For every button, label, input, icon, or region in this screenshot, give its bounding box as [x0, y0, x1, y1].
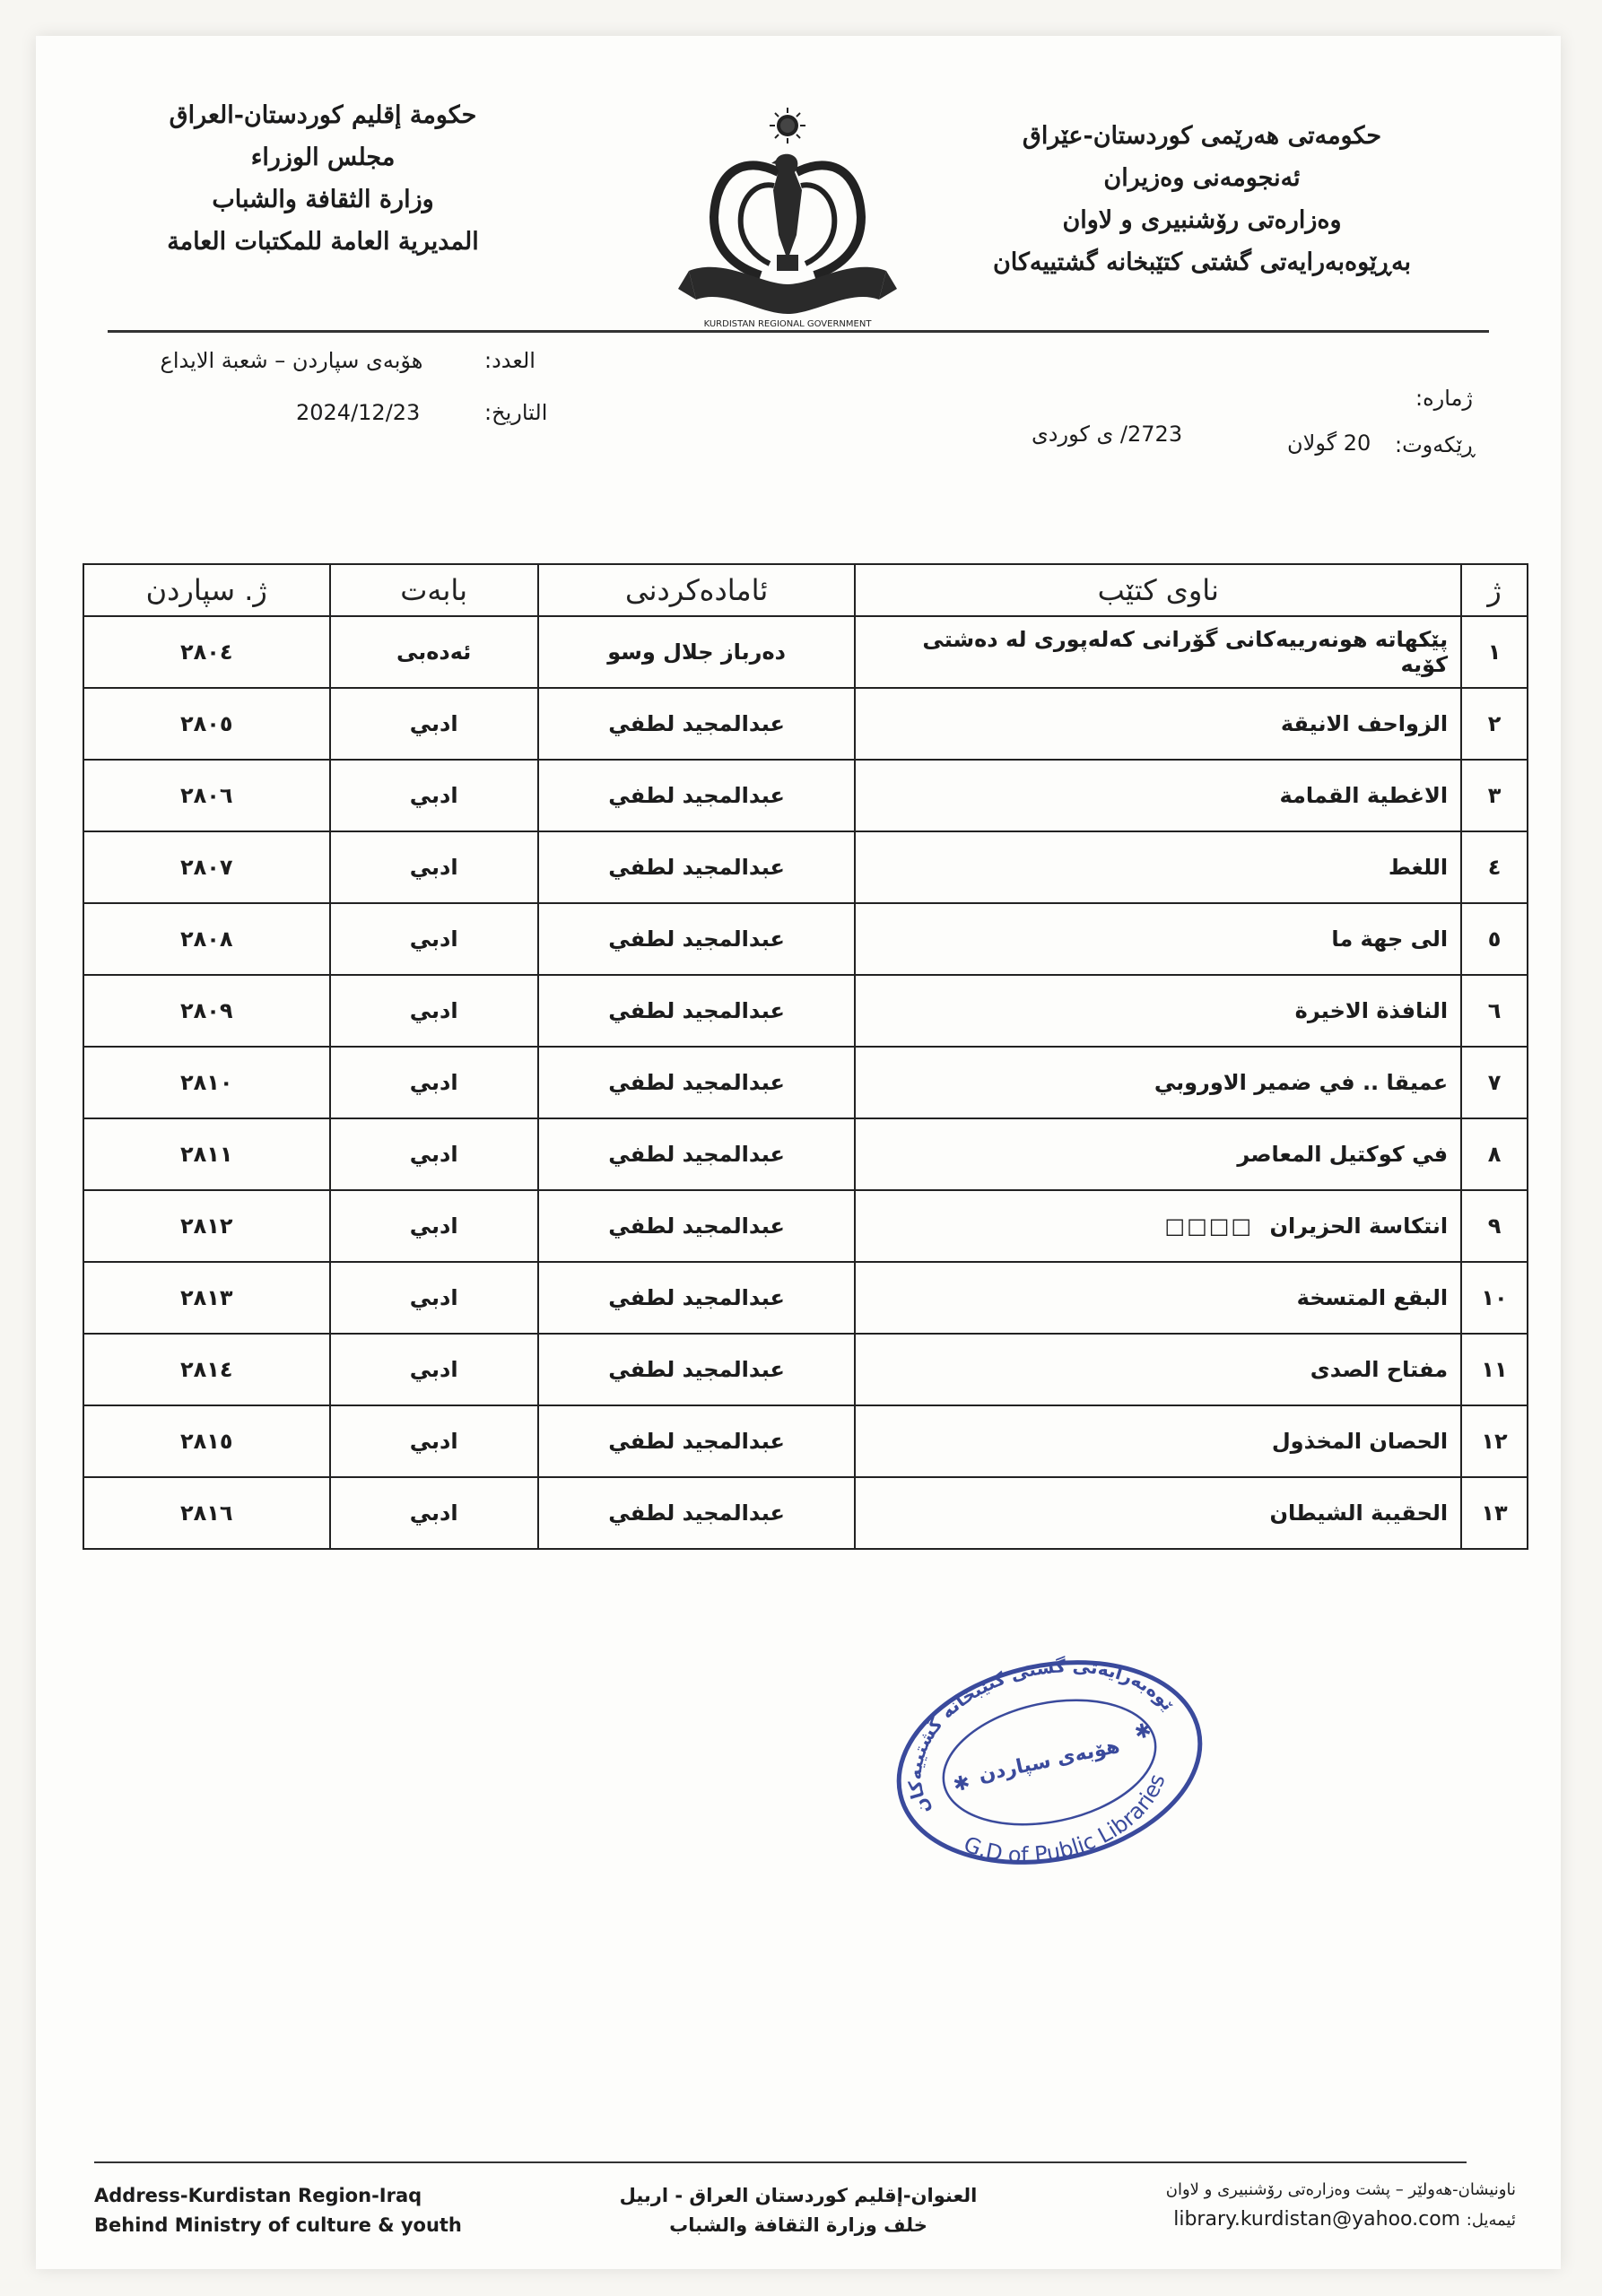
header-kurdish-line: ئەنجومەنی وەزیران	[1103, 164, 1301, 192]
table-row	[83, 903, 1528, 975]
deposit-number: ٢٨١١	[83, 1118, 330, 1190]
book-title-cell	[855, 1190, 1461, 1262]
book-title: البقع المتسخة	[855, 1262, 1461, 1334]
date-value: 2024/12/23	[296, 400, 421, 425]
deposit-number: ٢٨٠٨	[83, 903, 330, 975]
table-row	[83, 760, 1528, 831]
deposit-number: ٢٨١٢	[83, 1190, 330, 1262]
deposit-number: ٢٨١٥	[83, 1405, 330, 1477]
date-ku-label: ڕێکەوت:	[1395, 432, 1476, 457]
book-title: الزواحف الانيقة	[855, 688, 1461, 760]
book-title: النافذة الاخيرة	[855, 975, 1461, 1047]
table-row	[83, 688, 1528, 760]
number-value: هۆبەی سپاردن – شعبة الايداع	[160, 348, 423, 373]
row-number: ٥	[1461, 903, 1528, 975]
table-row	[83, 616, 1528, 688]
row-number: ٨	[1461, 1118, 1528, 1190]
stamp-bottom-text: G.D of Public Libraries	[960, 1770, 1171, 1868]
header-arabic-line: حكومة إقليم كوردستان-العراق	[169, 101, 477, 129]
deposit-number: ٢٨٠٧	[83, 831, 330, 903]
footer-address-english	[94, 2181, 462, 2240]
stamp-top-text: بەڕێوەبەرایەتی گشتی کتێبخانە گشتییەکان	[903, 1655, 1180, 1819]
email-label: ئیمەیل:	[1466, 2211, 1516, 2230]
deposit-number: ٢٨١٠	[83, 1047, 330, 1118]
book-category: ئەدەبی	[330, 616, 538, 688]
book-title: مفتاح الصدى	[855, 1334, 1461, 1405]
book-title: انتكاسة الحزيران	[1269, 1213, 1449, 1239]
deposit-number: ٢٨٠٩	[83, 975, 330, 1047]
footer-divider	[94, 2161, 1467, 2163]
footer-line: ناونیشان-هەولێر – پشت وەزارەتی رۆشنبیری و لاوان	[1165, 2180, 1516, 2199]
book-category: ادبي	[330, 975, 538, 1047]
placeholder-boxes: □□□□	[1164, 1213, 1254, 1239]
book-author: عبدالمجيد لطفي	[538, 1190, 856, 1262]
book-category: ادبي	[330, 1405, 538, 1477]
book-category: ادبي	[330, 688, 538, 760]
table-row	[83, 1405, 1528, 1477]
footer-line: Address-Kurdistan Region-Iraq	[94, 2185, 422, 2206]
official-stamp	[884, 1650, 1215, 1874]
header-kurdish-line: حکومەتی هەرێمی کوردستان-عێراق	[1022, 122, 1382, 150]
book-author: عبدالمجيد لطفي	[538, 1118, 856, 1190]
book-category: ادبي	[330, 1047, 538, 1118]
row-number: ١٢	[1461, 1405, 1528, 1477]
date-label: التاريخ:	[484, 400, 548, 425]
book-category: ادبي	[330, 1262, 538, 1334]
stamp-star-icon: ✱	[951, 1771, 972, 1797]
header-arabic-line: وزارة الثقافة والشباب	[212, 186, 434, 213]
table-row	[83, 1118, 1528, 1190]
header-arabic-line: المديرية العامة للمكتبات العامة	[167, 228, 479, 256]
header-arabic	[108, 94, 538, 263]
book-title: الاغطية القمامة	[855, 760, 1461, 831]
book-category: ادبي	[330, 903, 538, 975]
book-category: ادبي	[330, 831, 538, 903]
header-arabic-line: مجلس الوزراء	[250, 144, 396, 171]
book-author: دەرباز جلال وسو	[538, 616, 856, 688]
number-label: العدد:	[484, 348, 535, 373]
table-row	[83, 1047, 1528, 1118]
row-number: ١٣	[1461, 1477, 1528, 1549]
footer-line: Behind Ministry of culture & youth	[94, 2214, 462, 2236]
table-row	[83, 1477, 1528, 1549]
table-row	[83, 1334, 1528, 1405]
row-number: ٤	[1461, 831, 1528, 903]
deposit-number: ٢٨٠٥	[83, 688, 330, 760]
book-title: اللغط	[855, 831, 1461, 903]
table-row	[83, 1190, 1528, 1262]
footer-line: خلف وزارة الثقافة والشباب	[669, 2214, 927, 2236]
book-category: ادبي	[330, 760, 538, 831]
header-kurdish	[987, 115, 1417, 283]
footer-line: العنوان-إقليم كوردستان العراق - اربيل	[619, 2185, 978, 2206]
book-author: عبدالمجيد لطفي	[538, 831, 856, 903]
book-title: في كوكتيل المعاصر	[855, 1118, 1461, 1190]
table-row	[83, 975, 1528, 1047]
book-title: الحصان المخذول	[855, 1405, 1461, 1477]
deposit-number: ٢٨١٣	[83, 1262, 330, 1334]
book-category: ادبي	[330, 1118, 538, 1190]
date-ku-value: 20 گولان	[1287, 430, 1371, 456]
col-header-category: بابەت	[330, 564, 538, 616]
krg-emblem-icon	[671, 100, 904, 334]
row-number: ٦	[1461, 975, 1528, 1047]
deposit-number: ٢٨١٦	[83, 1477, 330, 1549]
header-kurdish-line: وەزارەتی رۆشنبیری و لاوان	[1062, 206, 1342, 234]
book-category: ادبي	[330, 1334, 538, 1405]
row-number: ٩	[1461, 1190, 1528, 1262]
footer-address-arabic	[610, 2181, 987, 2240]
row-number: ٢	[1461, 688, 1528, 760]
books-table	[83, 563, 1528, 1550]
header-divider	[108, 330, 1489, 333]
row-number: ١٠	[1461, 1262, 1528, 1334]
book-author: عبدالمجيد لطفي	[538, 1047, 856, 1118]
email-link[interactable]: library.kurdistan@yahoo.com	[1173, 2208, 1461, 2231]
row-number: ٧	[1461, 1047, 1528, 1118]
stamp-star-icon: ✱	[1132, 1718, 1154, 1745]
book-category: ادبي	[330, 1477, 538, 1549]
header-kurdish-line: بەڕێوەبەرایەتی گشتی کتێبخانە گشتییەکان	[992, 248, 1412, 276]
col-header-author: ئامادەکردنی	[538, 564, 856, 616]
deposit-number: ٢٨٠٦	[83, 760, 330, 831]
zhmara-label: ژمارە:	[1415, 386, 1474, 411]
col-header-deposit: ژ. سپاردن	[83, 564, 330, 616]
book-author: عبدالمجيد لطفي	[538, 1405, 856, 1477]
table-row	[83, 831, 1528, 903]
row-number: ٣	[1461, 760, 1528, 831]
book-title: الى جهة ما	[855, 903, 1461, 975]
book-author: عبدالمجيد لطفي	[538, 688, 856, 760]
col-header-number: ژ	[1461, 564, 1528, 616]
book-category: ادبي	[330, 1190, 538, 1262]
book-author: عبدالمجيد لطفي	[538, 903, 856, 975]
book-author: عبدالمجيد لطفي	[538, 1262, 856, 1334]
book-title: الحقيبة الشيطان	[855, 1477, 1461, 1549]
deposit-number: ٢٨٠٤	[83, 616, 330, 688]
table-header-row	[83, 564, 1528, 616]
book-author: عبدالمجيد لطفي	[538, 760, 856, 831]
book-author: عبدالمجيد لطفي	[538, 975, 856, 1047]
row-number: ١١	[1461, 1334, 1528, 1405]
book-author: عبدالمجيد لطفي	[538, 1477, 856, 1549]
emblem-text: KURDISTAN REGIONAL GOVERNMENT	[703, 319, 872, 329]
book-title: پێکهاتە هونەرییەکانی گۆرانی کەلەپوری لە دەشتی کۆیە	[855, 616, 1461, 688]
book-author: عبدالمجيد لطفي	[538, 1334, 856, 1405]
row-number: ١	[1461, 616, 1528, 688]
footer-email-line	[1121, 2205, 1516, 2235]
reference-value: 2723/ ی کوردی	[1032, 422, 1183, 447]
table-row	[83, 1262, 1528, 1334]
deposit-number: ٢٨١٤	[83, 1334, 330, 1405]
book-title: عميقا .. في ضمير الاوروبي	[855, 1047, 1461, 1118]
col-header-title: ناوی کتێب	[855, 564, 1461, 616]
footer-address-kurdish	[1121, 2175, 1516, 2235]
stamp-middle-text: هۆبەی سپاردن	[976, 1735, 1122, 1787]
